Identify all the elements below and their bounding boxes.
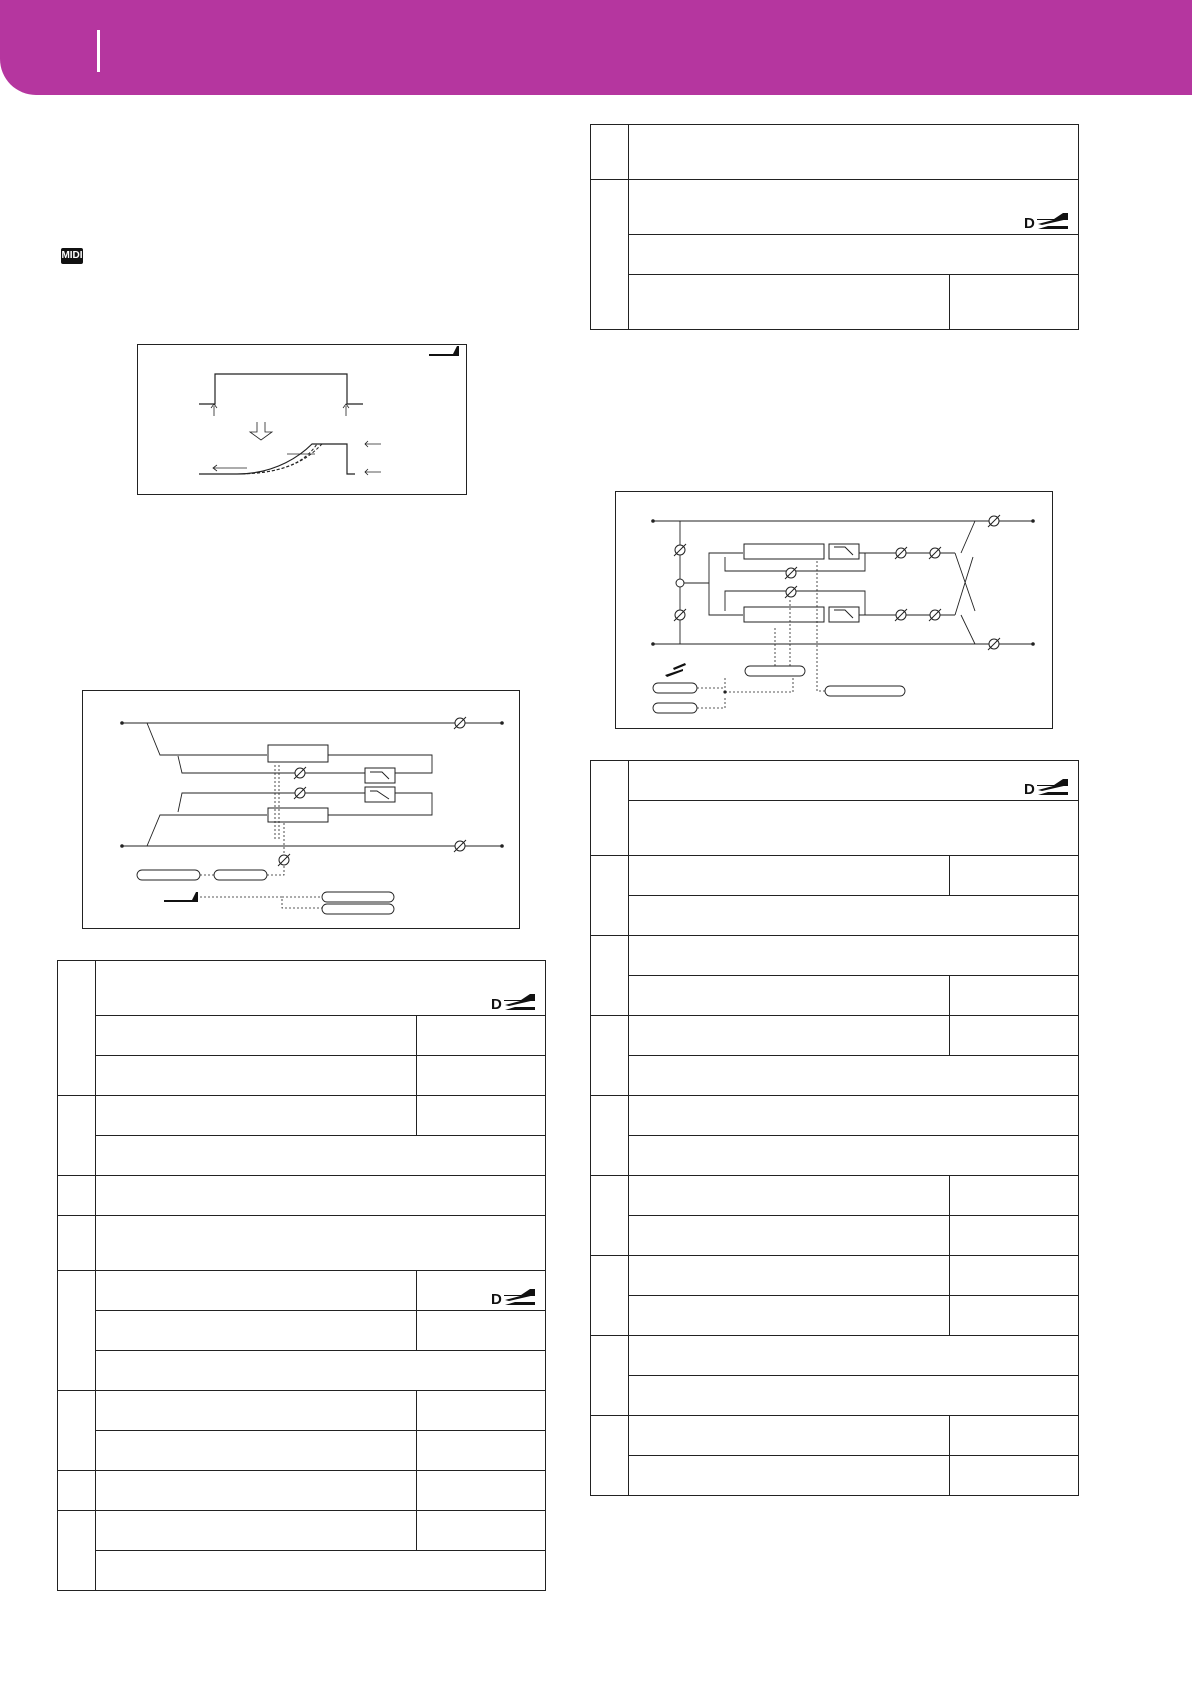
param-label-cell: [628, 1176, 949, 1216]
param-desc-cell: [628, 235, 1078, 275]
envelope-icon: [164, 892, 198, 902]
param-number-cell: [591, 761, 629, 856]
param-desc-cell: [628, 1096, 1078, 1136]
param-desc-cell: [95, 1551, 545, 1591]
param-desc-cell: [628, 1376, 1078, 1416]
param-number-cell: [591, 936, 629, 1016]
param-value-cell: [950, 1176, 1079, 1216]
param-value-cell: [950, 976, 1079, 1016]
param-value-cell: [950, 1016, 1079, 1056]
param-label-cell: [95, 1271, 416, 1311]
param-value-cell: [950, 1216, 1079, 1256]
param-value-cell: [950, 1456, 1079, 1496]
param-number-cell: [591, 1256, 629, 1336]
param-number-cell: [58, 1096, 96, 1176]
dmod-icon: [491, 1288, 537, 1306]
param-number-cell: [58, 1176, 96, 1216]
param-label-cell: [628, 1016, 949, 1056]
param-number-cell: [591, 1096, 629, 1176]
param-label-cell: [95, 1511, 416, 1551]
param-desc-cell: [95, 1351, 545, 1391]
dmod-icon: [491, 993, 537, 1011]
param-label-cell: [628, 275, 949, 330]
param-number-cell: [58, 1391, 96, 1471]
param-value-cell: [417, 1271, 546, 1311]
envelope-diagram: [137, 344, 467, 495]
param-desc-cell: [628, 1056, 1078, 1096]
param-label-cell: [95, 1391, 416, 1431]
param-label-cell: [628, 1296, 949, 1336]
param-label-cell: [95, 1311, 416, 1351]
param-label-cell: [95, 1056, 416, 1096]
param-value-cell: [417, 1311, 546, 1351]
param-value-cell: [950, 1416, 1079, 1456]
param-label-cell: [628, 856, 949, 896]
param-desc-cell: [95, 961, 545, 1016]
param-label-cell: [95, 1096, 416, 1136]
param-value-cell: [950, 275, 1079, 330]
param-value-cell: [417, 1471, 546, 1511]
param-number-cell: [58, 1271, 96, 1391]
param-desc-cell: [628, 801, 1078, 856]
signal-flow-diagram-right: [615, 491, 1053, 729]
param-number-cell: [58, 961, 96, 1096]
parameter-table-right-top: [590, 124, 1079, 330]
param-label-cell: [95, 1431, 416, 1471]
pedal-icon: [665, 663, 686, 677]
param-desc-cell: [628, 936, 1078, 976]
dmod-icon: [1024, 212, 1070, 230]
param-number-cell: [591, 1016, 629, 1096]
midi-badge-icon: MIDI: [61, 248, 83, 264]
param-number-cell: [58, 1511, 96, 1591]
header-divider: [97, 30, 100, 72]
param-number-cell: [591, 856, 629, 936]
parameter-table-right-bottom: [590, 760, 1079, 1496]
param-number-cell: [58, 1471, 96, 1511]
parameter-table-left: [57, 960, 546, 1591]
param-label-cell: [628, 1416, 949, 1456]
page-header-band: [0, 0, 1192, 95]
param-desc-cell: [95, 1216, 545, 1271]
signal-flow-diagram-left: [82, 690, 520, 929]
param-number-cell: [591, 180, 629, 330]
param-value-cell: [417, 1391, 546, 1431]
param-value-cell: [417, 1096, 546, 1136]
param-label-cell: [628, 976, 949, 1016]
param-value-cell: [417, 1511, 546, 1551]
param-number-cell: [591, 1416, 629, 1496]
param-label-cell: [628, 1456, 949, 1496]
param-desc-cell: [628, 180, 1078, 235]
dmod-icon: [1024, 778, 1070, 796]
param-label-cell: [628, 1216, 949, 1256]
param-value-cell: [417, 1431, 546, 1471]
param-desc-cell: [95, 1136, 545, 1176]
param-value-cell: [950, 1256, 1079, 1296]
param-label-cell: [628, 1256, 949, 1296]
param-number-cell: [591, 125, 629, 180]
param-desc-cell: [628, 1336, 1078, 1376]
param-desc-cell: [628, 125, 1078, 180]
param-value-cell: [950, 856, 1079, 896]
param-number-cell: [58, 1216, 96, 1271]
param-value-cell: [417, 1056, 546, 1096]
param-value-cell: [417, 1016, 546, 1056]
param-label-cell: [95, 1016, 416, 1056]
param-desc-cell: [628, 1136, 1078, 1176]
param-desc-cell: [628, 896, 1078, 936]
param-number-cell: [591, 1336, 629, 1416]
envelope-icon: [429, 346, 459, 356]
param-desc-cell: [628, 761, 1078, 801]
param-value-cell: [950, 1296, 1079, 1336]
param-desc-cell: [95, 1176, 545, 1216]
param-number-cell: [591, 1176, 629, 1256]
param-label-cell: [95, 1471, 416, 1511]
